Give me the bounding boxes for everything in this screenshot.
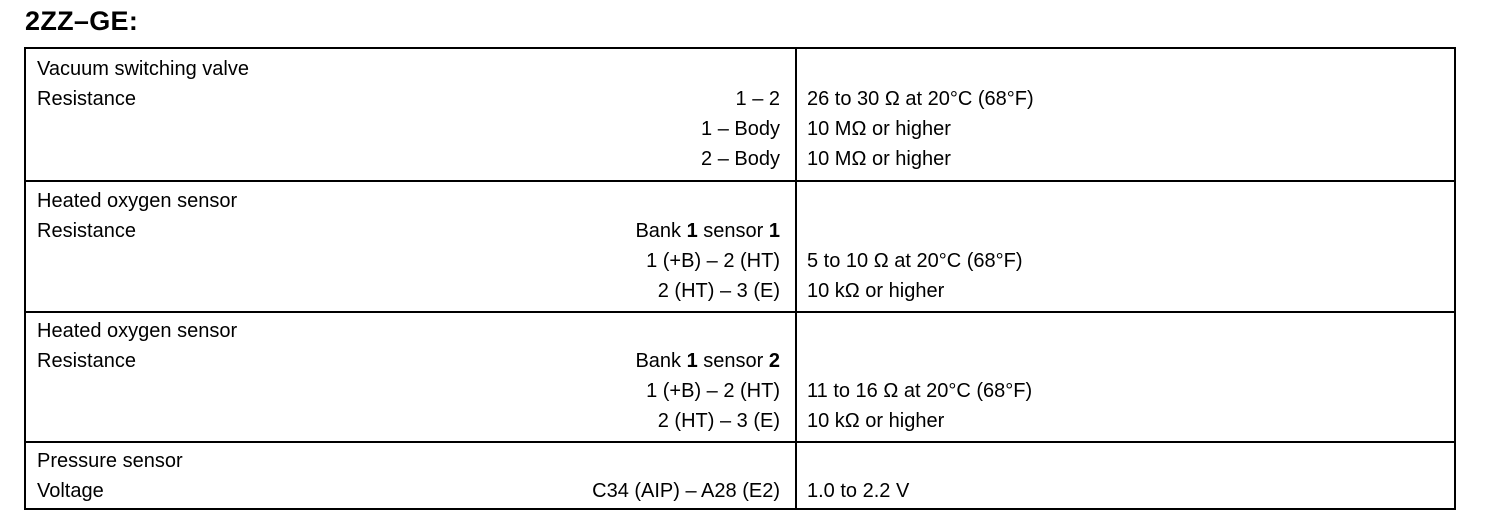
spec-value: 10 MΩ or higher — [807, 148, 951, 170]
component-name: Heated oxygen sensor — [37, 190, 238, 212]
spec-table — [24, 47, 1456, 510]
terminal-condition: 1 – Body — [701, 118, 780, 140]
page-title: 2ZZ–GE: — [25, 6, 139, 36]
spec-value: 10 MΩ or higher — [807, 118, 951, 140]
measure-label: Voltage — [37, 480, 104, 502]
component-name: Pressure sensor — [37, 450, 183, 472]
measure-label: Resistance — [37, 220, 136, 242]
spec-value: 5 to 10 Ω at 20°C (68°F) — [807, 250, 1023, 272]
terminal-condition: 1 (+B) – 2 (HT) — [646, 380, 780, 402]
spec-value: 10 kΩ or higher — [807, 410, 945, 432]
terminal-condition: 2 (HT) – 3 (E) — [657, 280, 780, 302]
sensor-location-subhead: Bank 1 sensor 2 — [635, 350, 780, 372]
spec-section-heated-oxygen-sensor-b1s2 — [26, 311, 1454, 441]
spec-value: 1.0 to 2.2 V — [807, 480, 910, 502]
spec-section-pressure-sensor — [26, 441, 1454, 508]
spec-value: 26 to 30 Ω at 20°C (68°F) — [807, 88, 1034, 110]
measure-label: Resistance — [37, 88, 136, 110]
terminal-condition: C34 (AIP) – A28 (E2) — [592, 480, 780, 502]
terminal-condition: 1 – 2 — [735, 88, 780, 110]
terminal-condition: 1 (+B) – 2 (HT) — [646, 250, 780, 272]
spec-section-heated-oxygen-sensor-b1s1 — [26, 180, 1454, 311]
spec-value: 10 kΩ or higher — [807, 280, 945, 302]
spec-value: 11 to 16 Ω at 20°C (68°F) — [807, 380, 1033, 402]
terminal-condition: 2 – Body — [701, 148, 780, 170]
terminal-condition: 2 (HT) – 3 (E) — [657, 410, 780, 432]
spec-section-vacuum-switching-valve — [26, 49, 1454, 180]
sensor-location-subhead: Bank 1 sensor 1 — [635, 220, 780, 242]
component-name: Vacuum switching valve — [37, 58, 249, 80]
component-name: Heated oxygen sensor — [37, 320, 238, 342]
measure-label: Resistance — [37, 350, 136, 372]
